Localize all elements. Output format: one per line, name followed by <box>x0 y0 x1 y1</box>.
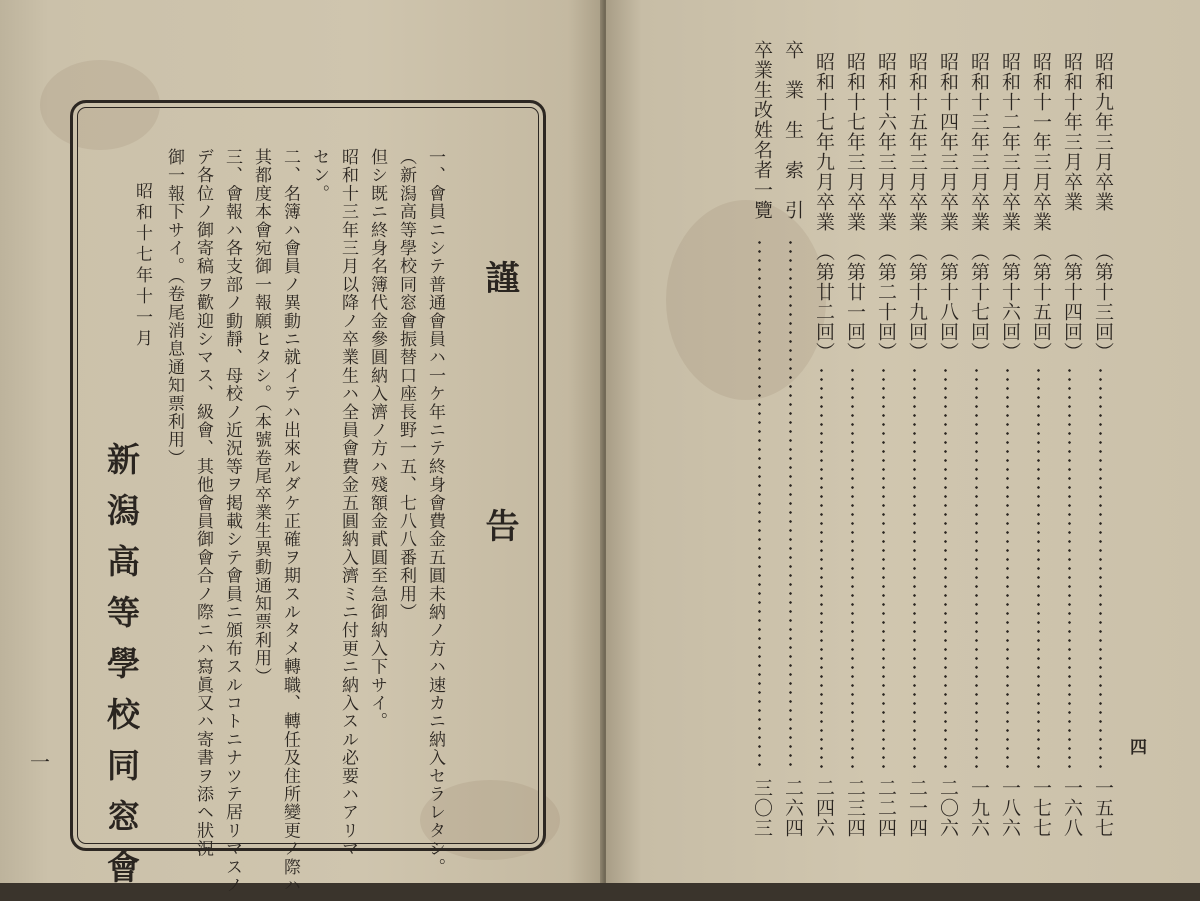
toc-entry-tag: （第二十回） <box>875 242 897 362</box>
toc-entry-title: 昭和十四年三月卒業 <box>937 52 959 232</box>
organization-name: 新潟高等學校同窓會 <box>102 442 141 901</box>
toc-entry-title: 昭和十一年三月卒業 <box>1030 52 1052 232</box>
notice-item-3-line-3: 御一報下サイ。（卷尾消息通知票利用） <box>164 148 184 468</box>
notice-item-3-line-2: デ各位ノ御寄稿ヲ歡迎シマス、級會、其他會員御會合ノ際ニハ寫眞又ハ寄書ヲ添ヘ狀況 <box>193 148 213 858</box>
toc-entry-title: 卒業生改姓名者一覽 <box>751 40 773 220</box>
toc-leader-dots <box>882 366 885 772</box>
notice-item-2-line-1: 二、名簿ハ會員ノ異動ニ就イテハ出來ルダケ正確ヲ期スルタメ轉職、轉任及住所變更ノ際ハ <box>280 148 300 895</box>
toc-leader-dots <box>1037 366 1040 772</box>
toc-entry-tag: （第十四回） <box>1061 242 1083 362</box>
notice-item-1-line-1: 一、會員ニシテ普通會員ハ一ケ年ニテ終身會費金五圓未納ノ方ハ速カニ納入セラレタシ。 <box>425 148 445 876</box>
paper-stain <box>666 200 826 400</box>
toc-entry-page: 一九六 <box>968 778 990 838</box>
toc-entry-title: 卒 業 生 索 引 <box>782 40 804 220</box>
toc-leader-dots <box>820 366 823 772</box>
notice-item-1-line-4: 昭和十三年三月以降ノ卒業生ハ全員會費金五圓納入濟ミニ付更ニ納入スル必要ハアリマ <box>338 148 358 858</box>
toc-entry-title: 昭和十五年三月卒業 <box>906 52 928 232</box>
toc-entry-page: 二一四 <box>906 778 928 838</box>
toc-entry-page: 一五七 <box>1092 778 1114 838</box>
toc-entry-title: 昭和十七年三月卒業 <box>844 52 866 232</box>
toc-entry-page: 一七七 <box>1030 778 1052 838</box>
notice-title: 謹 告 <box>479 260 519 632</box>
toc-entry-page: 二二四 <box>875 778 897 838</box>
notice-item-1-line-3: 但シ既ニ終身名簿代金參圓納入濟ノ方ハ殘額金貳圓至急御納入下サイ。 <box>367 148 387 731</box>
toc-entry-tag: （第十三回） <box>1092 242 1114 362</box>
toc-entry-tag: （第廿一回） <box>844 242 866 362</box>
toc-leader-dots <box>789 238 792 772</box>
toc-entry-title: 昭和十三年三月卒業 <box>968 52 990 232</box>
notice-item-1-line-5: セン。 <box>309 148 329 203</box>
notice-item-2-line-2: 其都度本會宛御一報願ヒタシ。（本號卷尾卒業生異動通知票利用） <box>251 148 271 686</box>
toc-entry-tag: （第十七回） <box>968 242 990 362</box>
toc-entry-page: 三〇三 <box>751 778 773 838</box>
toc-leader-dots <box>1099 366 1102 772</box>
toc-entry-page: 二三四 <box>844 778 866 838</box>
toc-leader-dots <box>913 366 916 772</box>
toc-leader-dots <box>758 238 761 772</box>
toc-entry-tag: （第廿二回） <box>813 242 835 362</box>
toc-leader-dots <box>1068 366 1071 772</box>
toc-entry-page: 二六四 <box>782 778 804 838</box>
toc-entry-title: 昭和十七年九月卒業 <box>813 52 835 232</box>
toc-entry-tag: （第十五回） <box>1030 242 1052 362</box>
toc-entry-page: 二〇六 <box>937 778 959 838</box>
toc-entry-page: 一八六 <box>999 778 1021 838</box>
toc-leader-dots <box>975 366 978 772</box>
notice-item-3-line-1: 三、會報ハ各支部ノ動靜、母校ノ近況等ヲ掲載シテ會員ニ頒布スルコトニナツテ居リマスノ <box>222 148 242 895</box>
notice-item-1-line-2: （新潟高等學校同窓會振替口座長野一五、七八八番利用） <box>396 148 416 622</box>
notice-date: 昭和十七年十一月 <box>132 182 152 350</box>
toc-entry-tag: （第十八回） <box>937 242 959 362</box>
left-page-number: 一 <box>30 750 50 774</box>
right-page <box>606 0 1200 883</box>
toc-entry-tag: （第十六回） <box>999 242 1021 362</box>
toc-entry-title: 昭和九年三月卒業 <box>1092 52 1114 212</box>
toc-entry-tag: （第十九回） <box>906 242 928 362</box>
toc-entry-page: 一六八 <box>1061 778 1083 838</box>
toc-leader-dots <box>1006 366 1009 772</box>
toc-leader-dots <box>944 366 947 772</box>
toc-leader-dots <box>851 366 854 772</box>
toc-entry-title: 昭和十二年三月卒業 <box>999 52 1021 232</box>
toc-entry-title: 昭和十六年三月卒業 <box>875 52 897 232</box>
toc-entry-page: 二四六 <box>813 778 835 838</box>
toc-entry-title: 昭和十年三月卒業 <box>1061 52 1083 212</box>
right-page-number: 四 <box>1130 738 1147 758</box>
